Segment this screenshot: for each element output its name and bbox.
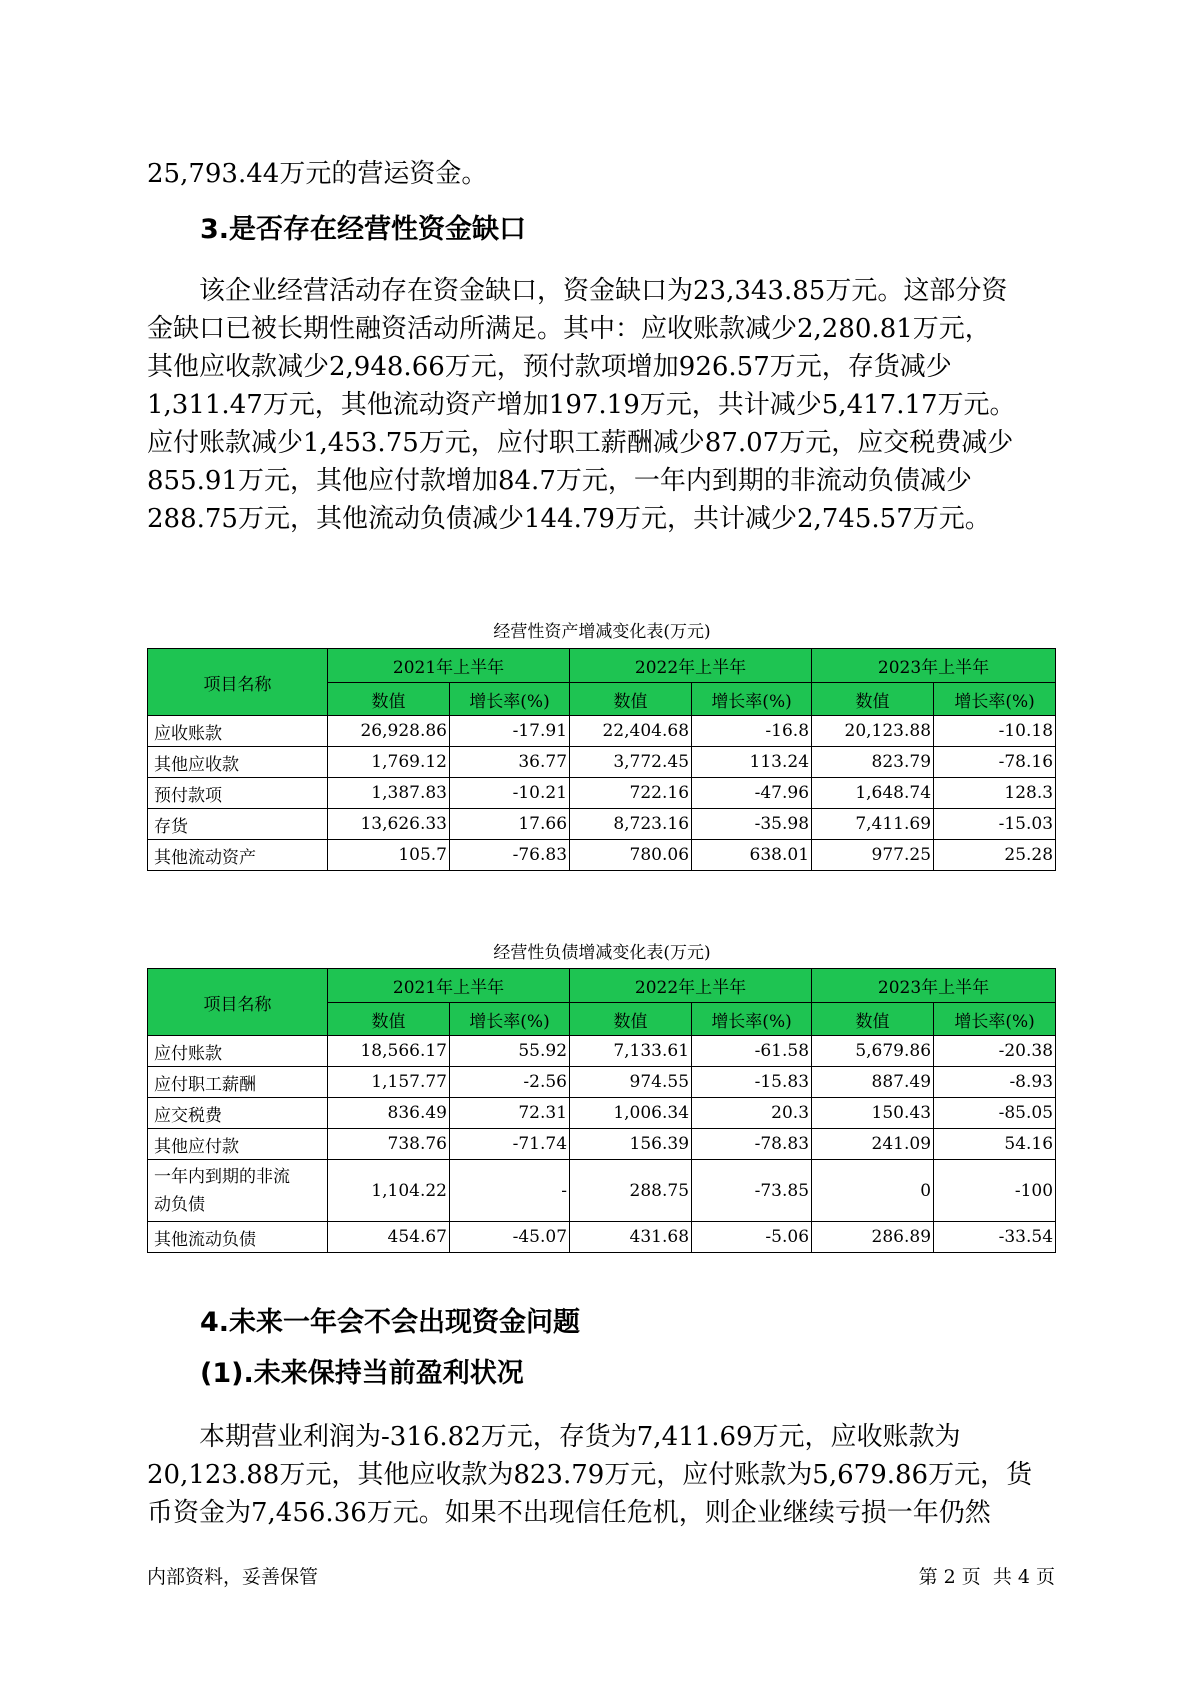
cell-value: 780.06 [570,840,692,871]
cell-value: 22,404.68 [570,716,692,747]
table-row [148,840,1056,871]
paragraph-line: 金缺口已被长期性融资活动所满足。其中：应收账款减少2,280.81万元， [147,314,991,344]
header-period: 2022年上半年 [570,649,812,683]
assets-table [147,648,1056,871]
cell-value: 3,772.45 [570,747,692,778]
cell-growth-rate: -8.93 [934,1067,1056,1098]
cell-growth-rate: -35.98 [692,809,812,840]
cell-value: 5,679.86 [812,1036,934,1067]
paragraph-line: 25,793.44万元的营运资金。 [147,159,488,189]
cell-value: 13,626.33 [328,809,450,840]
cell-growth-rate: 55.92 [450,1036,570,1067]
row-item-name: 应付职工薪酬 [148,1067,328,1098]
cell-value: 1,006.34 [570,1098,692,1129]
cell-growth-rate: 128.3 [934,778,1056,809]
cell-value: 18,566.17 [328,1036,450,1067]
cell-value: 431.68 [570,1222,692,1253]
header-period: 2022年上半年 [570,969,812,1003]
footer-page-number: 第 2 页 共 4 页 [918,1566,1055,1588]
cell-growth-rate: -10.18 [934,716,1056,747]
cell-value: 836.49 [328,1098,450,1129]
table-row [148,1129,1056,1160]
table-row [148,747,1056,778]
row-item-name: 其他应收款 [148,747,328,778]
cell-growth-rate: -76.83 [450,840,570,871]
liabilities-table-caption: 经营性负债增减变化表(万元) [493,943,711,963]
paragraph-line: 该企业经营活动存在资金缺口，资金缺口为23,343.85万元。这部分资 [199,276,1008,306]
cell-growth-rate: - [450,1160,570,1222]
cell-value: 977.25 [812,840,934,871]
cell-value: 823.79 [812,747,934,778]
cell-growth-rate: -47.96 [692,778,812,809]
header-period: 2023年上半年 [812,969,1056,1003]
cell-value: 288.75 [570,1160,692,1222]
paragraph-line: 本期营业利润为-316.82万元，存货为7,411.69万元，应收账款为 [199,1422,961,1452]
row-item-name: 预付款项 [148,778,328,809]
row-item-name-line: 动负债 [154,1194,205,1215]
header-rate: 增长率(%) [450,1003,570,1036]
cell-value: 454.67 [328,1222,450,1253]
cell-growth-rate: -5.06 [692,1222,812,1253]
row-item-name-line: 一年内到期的非流 [154,1166,290,1187]
cell-growth-rate: -78.16 [934,747,1056,778]
cell-growth-rate: 113.24 [692,747,812,778]
footer-confidential-note: 内部资料，妥善保管 [147,1566,319,1588]
header-item-name: 项目名称 [148,649,328,716]
row-item-name: 应付账款 [148,1036,328,1067]
cell-value: 1,769.12 [328,747,450,778]
cell-growth-rate: -16.8 [692,716,812,747]
cell-value: 1,648.74 [812,778,934,809]
cell-growth-rate: 25.28 [934,840,1056,871]
paragraph-line: 288.75万元，其他流动负债减少144.79万元，共计减少2,745.57万元。 [147,504,991,534]
table-row [148,1160,1056,1222]
paragraph-line: 855.91万元，其他应付款增加84.7万元，一年内到期的非流动负债减少 [147,466,972,496]
cell-value: 156.39 [570,1129,692,1160]
cell-value: 0 [812,1160,934,1222]
paragraph-line: 1,311.47万元，其他流动资产增加197.19万元，共计减少5,417.17万元。 [147,390,1016,420]
header-rate: 增长率(%) [692,1003,812,1036]
cell-value: 7,133.61 [570,1036,692,1067]
header-rate: 增长率(%) [934,1003,1056,1036]
table-row [148,1067,1056,1098]
header-period: 2021年上半年 [328,649,570,683]
cell-growth-rate: -78.83 [692,1129,812,1160]
header-period: 2023年上半年 [812,649,1056,683]
cell-growth-rate: -61.58 [692,1036,812,1067]
cell-growth-rate: -45.07 [450,1222,570,1253]
cell-growth-rate: -100 [934,1160,1056,1222]
header-value: 数值 [570,683,692,716]
section-4-heading: 4.未来一年会不会出现资金问题 [200,1307,581,1338]
cell-growth-rate: -20.38 [934,1036,1056,1067]
cell-value: 887.49 [812,1067,934,1098]
cell-value: 105.7 [328,840,450,871]
cell-growth-rate: -2.56 [450,1067,570,1098]
table-row [148,716,1056,747]
cell-growth-rate: 54.16 [934,1129,1056,1160]
cell-value: 26,928.86 [328,716,450,747]
cell-growth-rate: 638.01 [692,840,812,871]
header-rate: 增长率(%) [934,683,1056,716]
liabilities-table [147,968,1056,1253]
row-item-name: 其他流动资产 [148,840,328,871]
cell-growth-rate: -71.74 [450,1129,570,1160]
assets-table-caption: 经营性资产增减变化表(万元) [493,622,711,642]
cell-value: 1,387.83 [328,778,450,809]
header-value: 数值 [570,1003,692,1036]
row-item-name: 应收账款 [148,716,328,747]
row-item-name: 其他应付款 [148,1129,328,1160]
cell-growth-rate: -33.54 [934,1222,1056,1253]
paragraph-line: 币资金为7,456.36万元。如果不出现信任危机，则企业继续亏损一年仍然 [147,1498,991,1528]
row-item-name: 存货 [148,809,328,840]
cell-growth-rate: -17.91 [450,716,570,747]
cell-growth-rate: 17.66 [450,809,570,840]
cell-growth-rate: -15.83 [692,1067,812,1098]
paragraph-line: 20,123.88万元，其他应收款为823.79万元，应付账款为5,679.86万元，货 [147,1460,1033,1490]
section-3-paragraph [147,272,1057,538]
header-rate: 增长率(%) [450,683,570,716]
cell-growth-rate: -15.03 [934,809,1056,840]
cell-value: 722.16 [570,778,692,809]
cell-value: 974.55 [570,1067,692,1098]
header-item-name: 项目名称 [148,969,328,1036]
row-item-name [148,1160,328,1222]
header-value: 数值 [812,1003,934,1036]
cell-value: 20,123.88 [812,716,934,747]
header-rate: 增长率(%) [692,683,812,716]
cell-growth-rate: -85.05 [934,1098,1056,1129]
table-row [148,809,1056,840]
cell-value: 241.09 [812,1129,934,1160]
cell-value: 8,723.16 [570,809,692,840]
row-item-name: 应交税费 [148,1098,328,1129]
header-period: 2021年上半年 [328,969,570,1003]
table-row [148,1098,1056,1129]
section-3-heading: 3.是否存在经营性资金缺口 [200,214,527,245]
cell-value: 150.43 [812,1098,934,1129]
cell-growth-rate: 72.31 [450,1098,570,1129]
cell-value: 286.89 [812,1222,934,1253]
cell-growth-rate: -10.21 [450,778,570,809]
paragraph-line: 其他应收款减少2,948.66万元，预付款项增加926.57万元，存货减少 [147,352,952,382]
paragraph-line: 应付账款减少1,453.75万元，应付职工薪酬减少87.07万元，应交税费减少 [147,428,1014,458]
table-row [148,1222,1056,1253]
cell-value: 7,411.69 [812,809,934,840]
section-4-paragraph [147,1418,1057,1532]
section-4-1-heading: (1).未来保持当前盈利状况 [200,1358,524,1389]
cell-growth-rate: 20.3 [692,1098,812,1129]
row-item-name: 其他流动负债 [148,1222,328,1253]
header-value: 数值 [328,683,450,716]
header-value: 数值 [328,1003,450,1036]
cell-growth-rate: -73.85 [692,1160,812,1222]
intro-paragraph [147,155,1057,193]
header-value: 数值 [812,683,934,716]
table-row [148,1036,1056,1067]
table-row [148,778,1056,809]
cell-growth-rate: 36.77 [450,747,570,778]
cell-value: 1,157.77 [328,1067,450,1098]
cell-value: 738.76 [328,1129,450,1160]
cell-value: 1,104.22 [328,1160,450,1222]
